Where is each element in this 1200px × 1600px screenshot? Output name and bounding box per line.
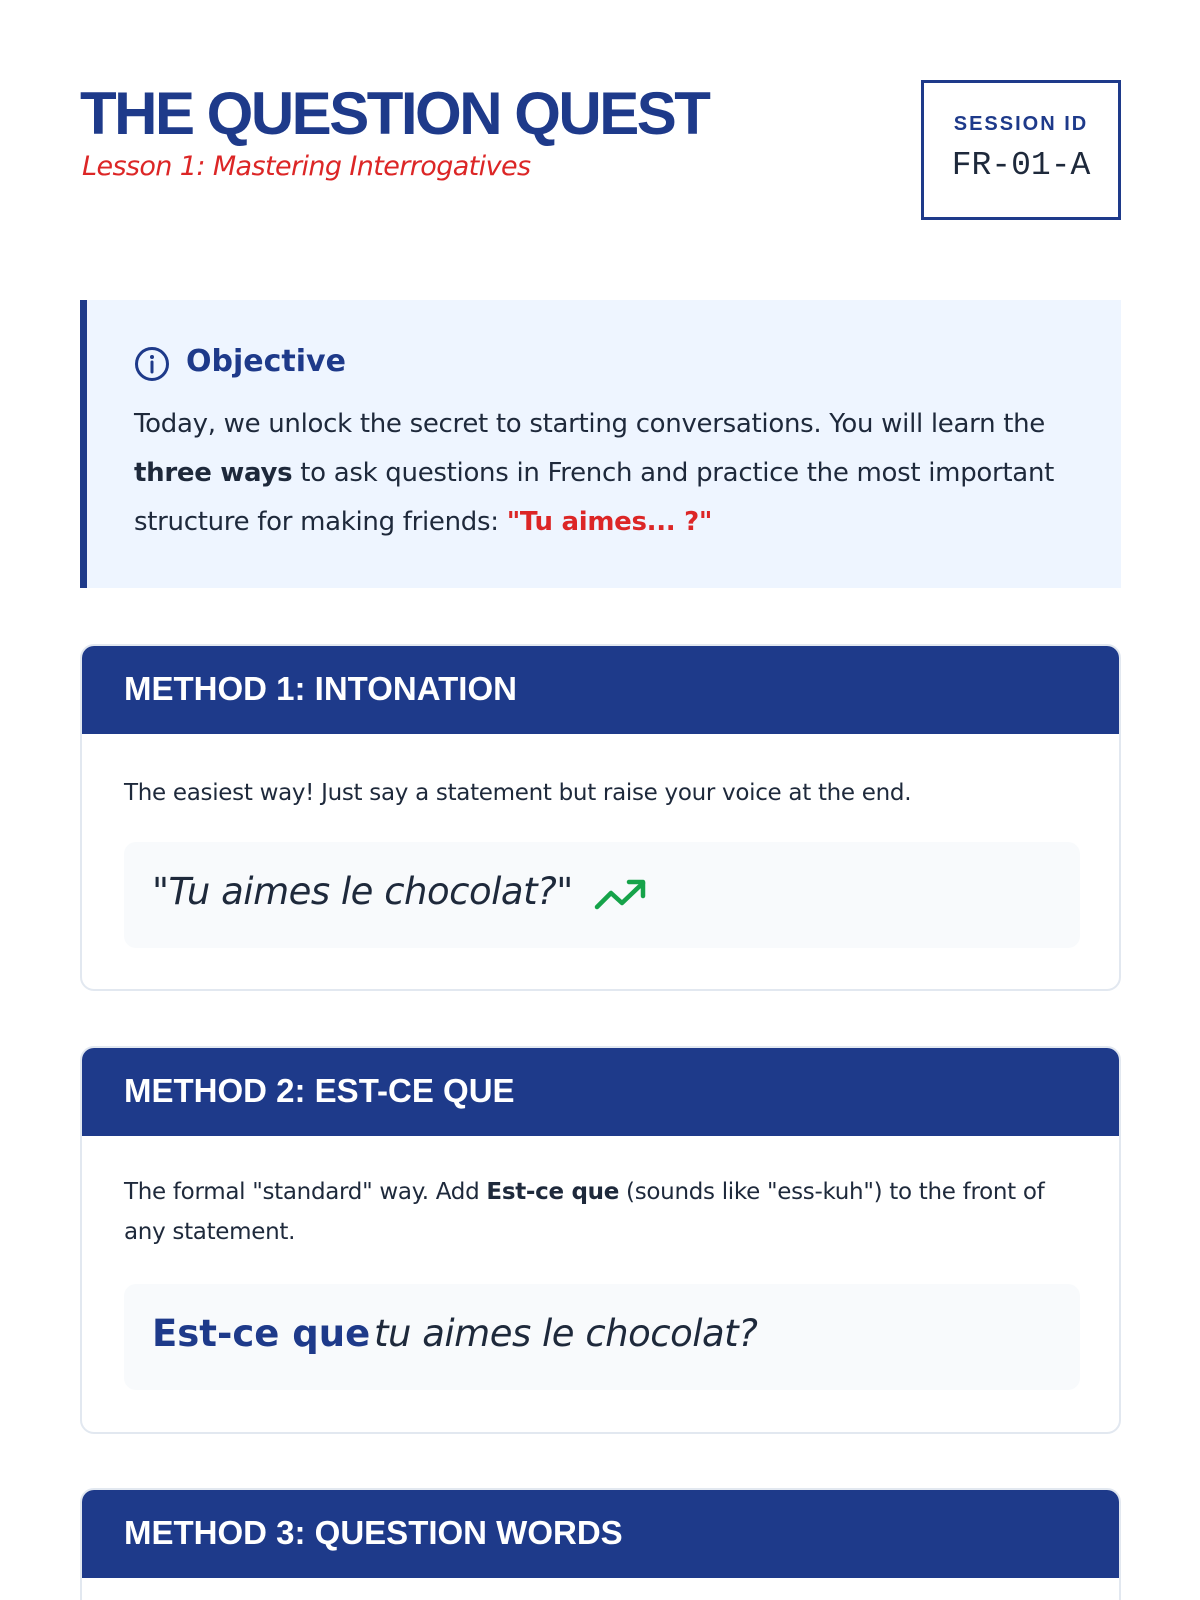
session-id-value: FR-01-A (951, 147, 1091, 184)
example-box (124, 842, 1080, 948)
example-sentence: "Tu aimes le chocolat?" (152, 870, 573, 913)
objective-text-highlight: "Tu aimes... ?" (506, 507, 713, 537)
objective-text-part2: to ask questions in French and practice the most important structure for making friends: (134, 458, 1055, 537)
method-description (124, 1172, 1084, 1252)
method-card-est-ce-que (80, 1046, 1121, 1434)
objective-text (134, 400, 1094, 547)
method-description-bold: Est-ce que (486, 1179, 620, 1205)
session-id-label: SESSION ID (953, 113, 1089, 135)
info-icon (134, 346, 170, 382)
example-box (124, 1284, 1080, 1390)
method-card-intonation (80, 644, 1121, 991)
method-description-part2: (sounds like "ess-kuh") to the front of any statement. (124, 1179, 1045, 1245)
page-subtitle: Lesson 1: Mastering Interrogatives (82, 151, 531, 182)
method-description: The easiest way! Just say a statement but raise your voice at the end. (124, 780, 912, 806)
method-heading: METHOD 1: INTONATION (82, 646, 1119, 734)
method-card-question-words (80, 1488, 1121, 1600)
method-heading: METHOD 2: EST-CE QUE (82, 1048, 1119, 1136)
session-id-box (921, 80, 1121, 220)
objective-title: Objective (186, 344, 346, 379)
example-sentence: tu aimes le chocolat? (374, 1312, 758, 1355)
method-description-part1: The formal "standard" way. Add (124, 1179, 487, 1205)
objective-text-part1: Today, we unlock the secret to starting conversations. You will learn the (134, 409, 1045, 439)
objective-panel (80, 300, 1121, 588)
trending-up-icon (594, 878, 648, 914)
page-title: THE QUESTION QUEST (80, 80, 709, 147)
objective-text-bold: three ways (134, 458, 293, 488)
method-heading: METHOD 3: QUESTION WORDS (82, 1490, 1119, 1578)
example-keyword: Est-ce que (152, 1312, 371, 1355)
